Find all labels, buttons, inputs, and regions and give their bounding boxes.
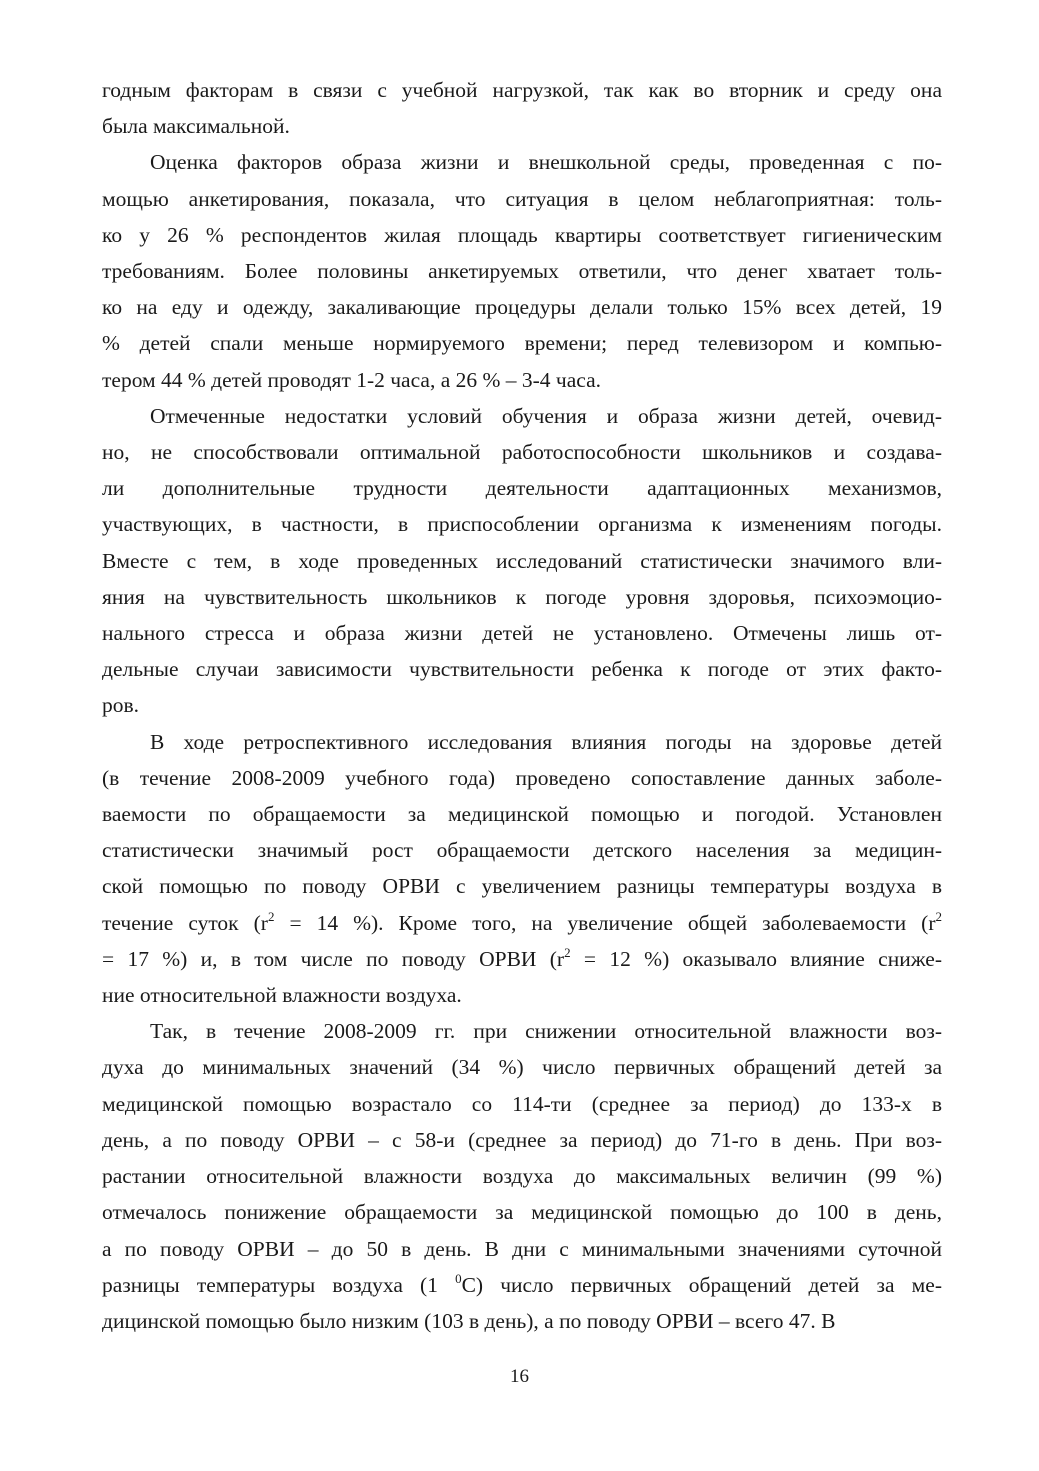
text-run: ко у 26 % респондентов жилая площадь квартиры соответствует гигиеническим [102, 222, 942, 247]
text-line [102, 905, 942, 941]
text-line [102, 506, 942, 542]
text-line [102, 760, 942, 796]
text-line [102, 1013, 942, 1049]
text-line [102, 1267, 942, 1303]
text-run: ние относительной влажности воздуха. [102, 983, 462, 1008]
text-line [102, 362, 942, 398]
paragraph [102, 144, 942, 397]
text-line [102, 144, 942, 180]
text-run: Отмеченные недостатки условий обучения и образа жизни детей, очевид- [150, 403, 942, 428]
text-line [102, 1231, 942, 1267]
text-run: Оценка факторов образа жизни и внешкольной среды, проведенная с по- [150, 150, 942, 175]
text-run: % детей спали меньше нормируемого времени; перед телевизором и компью- [102, 331, 942, 356]
text-run: ской помощью по поводу ОРВИ с увеличением разницы температуры воздуха в [102, 874, 942, 899]
text-line [102, 470, 942, 506]
text-run: растании относительной влажности воздуха до максимальных величин (99 %) [102, 1164, 942, 1189]
text-run: отмечалось понижение обращаемости за медицинской помощью до 100 в день, [102, 1200, 942, 1225]
text-line [102, 398, 942, 434]
text-line [102, 724, 942, 760]
text-run: была максимальной. [102, 114, 290, 139]
text-line [102, 579, 942, 615]
text-run: разницы температуры воздуха (1 [102, 1272, 456, 1297]
text-run: ваемости по обращаемости за медицинской помощью и погодой. Установлен [102, 802, 942, 827]
text-run: ко на еду и одежду, закаливающие процедуры делали только 15% всех детей, 19 [102, 295, 942, 320]
text-line [102, 977, 942, 1013]
text-line [102, 289, 942, 325]
text-run: В ходе ретроспективного исследования влияния погоды на здоровье детей [150, 729, 942, 754]
text-line [102, 325, 942, 361]
text-run: тером 44 % детей проводят 1-2 часа, а 26 % – 3-4 часа. [102, 367, 602, 392]
text-line [102, 1086, 942, 1122]
text-run: Так, в течение 2008-2009 гг. при снижении относительной влажности воз- [150, 1019, 942, 1044]
paragraph [102, 724, 942, 1014]
text-run: ли дополнительные трудности деятельности адаптационных механизмов, [102, 476, 942, 501]
text-line [102, 651, 942, 687]
text-run: а по поводу ОРВИ – до 50 в день. В дни с минимальными значениями суточной [102, 1236, 942, 1261]
text-run: медицинской помощью возрастало со 114-ти (среднее за период) до 133-х в [102, 1091, 942, 1116]
text-line [102, 1194, 942, 1230]
text-run: нального стресса и образа жизни детей не установлено. Отмечены лишь от- [102, 621, 942, 646]
page-number: 16 [510, 1366, 529, 1387]
text-run: день, а по поводу ОРВИ – с 58-и (среднее за период) до 71-го в день. При воз- [102, 1127, 942, 1152]
text-run: = 12 %) оказывало влияние сниже- [570, 946, 942, 971]
text-run: яния на чувствительность школьников к погоде уровня здоровья, психоэмоцио- [102, 584, 942, 609]
text-run: статистически значимый рост обращаемости детского населения за медицин- [102, 838, 942, 863]
text-line [102, 72, 942, 108]
document-body [102, 72, 942, 1339]
text-run: но, не способствовали оптимальной работоспособности школьников и создава- [102, 440, 942, 465]
text-line [102, 434, 942, 470]
paragraph [102, 1013, 942, 1339]
text-run: течение суток (r [102, 910, 268, 935]
superscript: 2 [564, 944, 571, 960]
text-line [102, 687, 942, 723]
text-line [102, 868, 942, 904]
text-run: дицинской помощью было низким (103 в день), а по поводу ОРВИ – всего 47. В [102, 1308, 836, 1333]
text-line [102, 181, 942, 217]
text-line [102, 1303, 942, 1339]
text-run: (в течение 2008-2009 учебного года) проведено сопоставление данных заболе- [102, 765, 942, 790]
text-line [102, 543, 942, 579]
text-run: = 17 %) и, в том числе по поводу ОРВИ (r [102, 946, 565, 971]
text-line [102, 1122, 942, 1158]
text-line [102, 615, 942, 651]
text-run: требованиям. Более половины анкетируемых ответили, что денег хватает толь- [102, 259, 942, 284]
text-line [102, 832, 942, 868]
text-line [102, 108, 942, 144]
text-line [102, 1158, 942, 1194]
superscript: 0 [455, 1270, 462, 1286]
text-run: мощью анкетирования, показала, что ситуация в целом неблагоприятная: толь- [102, 186, 942, 211]
text-run: С) число первичных обращений детей за ме- [461, 1272, 942, 1297]
superscript: 2 [935, 908, 942, 924]
text-line [102, 941, 942, 977]
text-line [102, 1049, 942, 1085]
text-run: ров. [102, 693, 140, 718]
text-run: годным факторам в связи с учебной нагрузкой, так как во вторник и среду она [102, 78, 942, 102]
text-run: Вместе с тем, в ходе проведенных исследований статистически значимого вли- [102, 548, 942, 573]
paragraph [102, 398, 942, 724]
text-run: = 14 %). Кроме того, на увеличение общей заболеваемости (r [274, 910, 936, 935]
superscript: 2 [267, 908, 275, 924]
text-line [102, 217, 942, 253]
text-line [102, 253, 942, 289]
text-run: духа до минимальных значений (34 %) число первичных обращений детей за [102, 1055, 942, 1080]
text-line [102, 796, 942, 832]
text-run: дельные случаи зависимости чувствительности ребенка к погоде от этих факто- [102, 657, 942, 682]
text-run: участвующих, в частности, в приспособлении организма к изменениям погоды. [102, 512, 942, 537]
paragraph [102, 72, 942, 144]
